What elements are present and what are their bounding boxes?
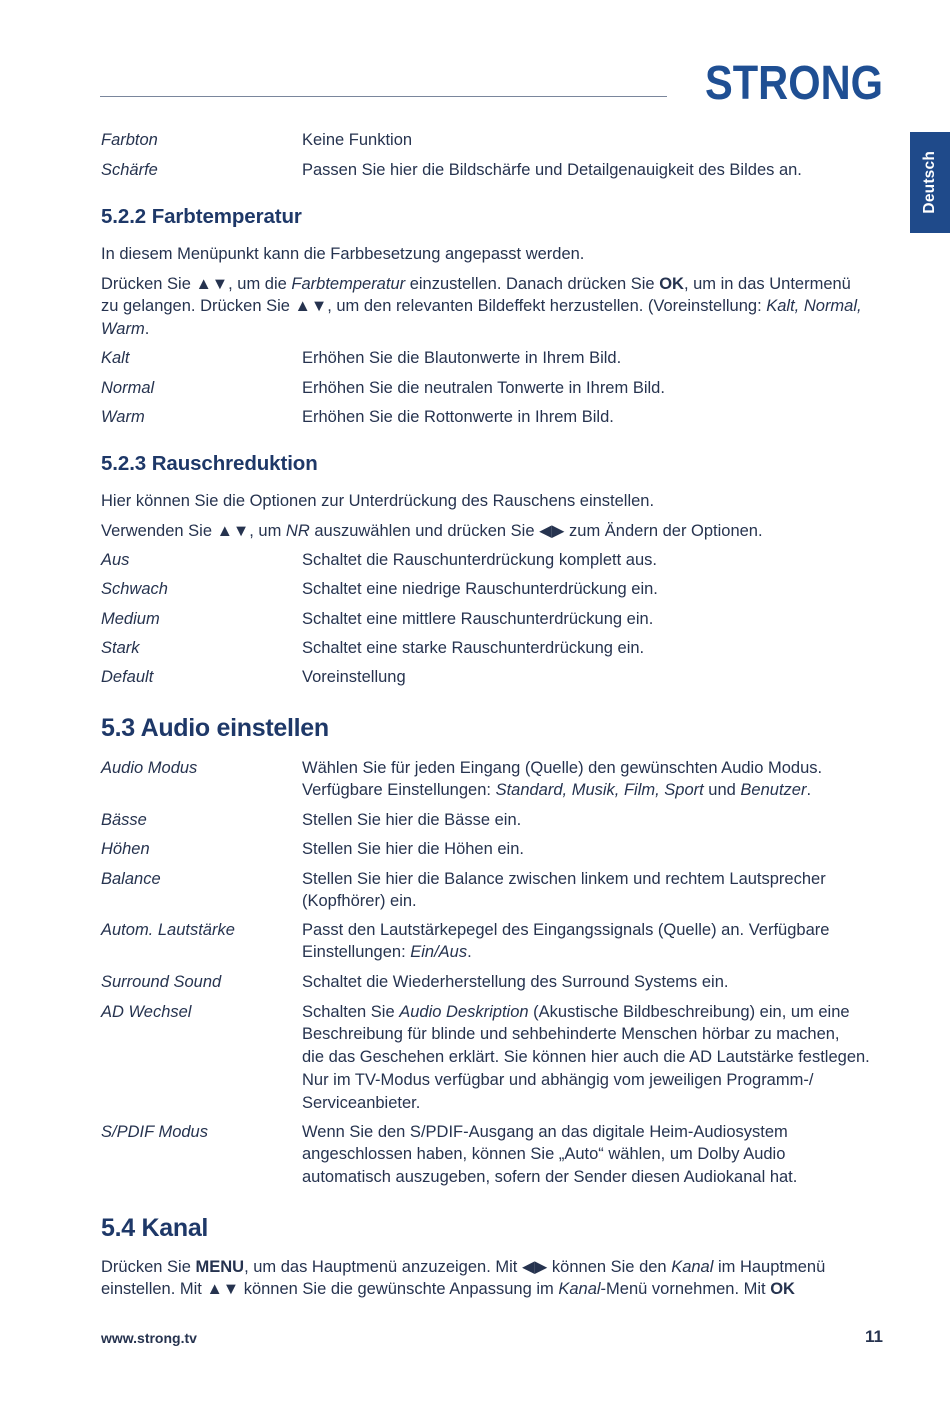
text: Erhöhen Sie die Rottonwerte in Ihrem Bild. (302, 407, 614, 426)
definition-description (302, 809, 521, 832)
text: Schaltet die Rauschunterdrückung komplett aus. (302, 550, 657, 569)
text: Schaltet eine starke Rauschunterdrückung ein. (302, 638, 645, 657)
section-heading-rauschreduktion: 5.2.3 Rauschreduktion (101, 452, 318, 475)
text-line (101, 520, 763, 543)
text-line (302, 1121, 797, 1144)
text: Keine Funktion (302, 130, 413, 149)
text-line (302, 779, 822, 802)
definition-term: Warm (101, 407, 145, 426)
definition-description (302, 347, 621, 370)
text: Erhöhen Sie die Blautonwerte in Ihrem Bild. (302, 348, 622, 367)
definition-term: Schärfe (101, 160, 158, 179)
text: Schaltet eine niedrige Rauschunterdrückung ein. (302, 579, 658, 598)
definition-term: Autom. Lautstärke (101, 920, 235, 939)
text-line (302, 757, 822, 780)
text-line (302, 1023, 870, 1046)
text: Stellen Sie hier die Bässe ein. (302, 810, 522, 829)
italic-text: Benutzer (740, 781, 807, 800)
definition-description (302, 578, 658, 601)
italic-text: Audio Deskription (399, 1002, 529, 1021)
definition-term: Kalt (101, 348, 130, 367)
text: die das Geschehen erklärt. Sie können hier auch die AD Lautstärke festlegen. (302, 1048, 870, 1066)
text: Wenn Sie den S/PDIF-Ausgang an das digitale Heim-Audiosystem (302, 1122, 788, 1141)
text-line (302, 890, 826, 913)
text-line (302, 1092, 870, 1115)
text: . (806, 781, 812, 800)
text: Erhöhen Sie die neutralen Tonwerte in Ihrem Bild. (302, 378, 665, 397)
section-heading-audio: 5.3 Audio einstellen (101, 714, 329, 742)
definition-term: Aus (101, 550, 130, 569)
logo-text: STRONG (705, 57, 883, 110)
text: und (703, 781, 741, 800)
text: (Akustische Bildbeschreibung) ein, um eine (528, 1002, 850, 1021)
definition-description (302, 608, 653, 631)
text-line (302, 578, 658, 601)
language-tab-label: Deutsch (921, 151, 938, 214)
body-paragraph (101, 490, 654, 513)
text-line (302, 1069, 870, 1092)
definition-description (302, 1121, 797, 1189)
text-line (302, 377, 665, 400)
definition-description (302, 549, 657, 572)
text: Drücken Sie ▲▼, um die (101, 274, 292, 293)
text: In diesem Menüpunkt kann die Farbbesetzung angepasst werden. (101, 244, 585, 263)
definition-term: Normal (101, 378, 155, 397)
body-paragraph (101, 520, 763, 543)
text: Hier können Sie die Optionen zur Unterdrückung des Rauschens einstellen. (101, 491, 655, 510)
definition-term: Audio Modus (101, 758, 198, 777)
definition-description (302, 1001, 870, 1115)
text-line (302, 549, 657, 572)
text: Beschreibung für blinde und sehbehinderte Menschen hörbar zu machen, (302, 1025, 840, 1044)
text: automatisch auszugeben, sofern der Sender diesen Audiokanal hat. (302, 1168, 798, 1186)
text: Stellen Sie hier die Balance zwischen linkem und rechtem Lautsprecher (302, 869, 826, 888)
text-line (302, 666, 406, 689)
text: Verwenden Sie ▲▼, um (101, 521, 286, 540)
definition-description (302, 377, 665, 400)
text-line (101, 273, 862, 296)
text: einstellen. Mit ▲▼ können Sie die gewünschte Anpassung im (101, 1280, 559, 1299)
text: Stellen Sie hier die Höhen ein. (302, 839, 524, 858)
definition-term: Balance (101, 869, 161, 888)
text: zu gelangen. Drücken Sie ▲▼, um den relevanten Bildeffekt herzustellen. (Voreinstellung: (101, 297, 767, 316)
text: Schaltet die Wiederherstellung des Surround Systems ein. (302, 972, 729, 991)
italic-text: Kalt, Normal, (766, 297, 862, 316)
text: einzustellen. Danach drücken Sie (405, 274, 660, 293)
definition-term: Höhen (101, 839, 150, 858)
bold-text: OK (659, 274, 684, 293)
bold-text: MENU (195, 1257, 245, 1276)
italic-text: NR (285, 521, 310, 540)
text: Wählen Sie für jeden Eingang (Quelle) den gewünschten Audio Modus. (302, 758, 823, 777)
body-paragraph (101, 243, 584, 266)
text: (Kopfhörer) ein. (302, 892, 417, 911)
definition-term: AD Wechsel (101, 1002, 192, 1021)
strong-logo (700, 55, 890, 110)
text-line (302, 838, 524, 861)
text: Einstellungen: (302, 943, 411, 962)
definition-description (302, 129, 412, 152)
text: , um in das Untermenü (683, 274, 851, 293)
text-line (101, 1256, 825, 1279)
bold-text: OK (770, 1280, 795, 1299)
italic-text: Ein/Aus (410, 943, 468, 962)
text: Passt den Lautstärkepegel des Eingangssignals (Quelle) an. Verfügbare (302, 920, 830, 939)
text-line (302, 1046, 870, 1069)
text-line (302, 809, 521, 832)
text-line (302, 406, 614, 429)
text: Voreinstellung (302, 667, 406, 686)
page-number: 11 (865, 1327, 883, 1346)
italic-text: Kanal (558, 1280, 601, 1299)
text: Serviceanbieter. (302, 1093, 421, 1112)
italic-text: Farbtemperatur (291, 274, 406, 293)
definition-description (302, 666, 406, 689)
text: -Menü vornehmen. Mit (600, 1280, 771, 1299)
body-paragraph (101, 1256, 825, 1302)
definition-description (302, 919, 829, 965)
definition-description (302, 868, 826, 914)
text-line (302, 971, 728, 994)
italic-text: Kanal (671, 1257, 714, 1276)
definition-description (302, 971, 728, 994)
section-heading-farbtemperatur: 5.2.2 Farbtemperatur (101, 205, 302, 228)
text-line (101, 243, 584, 266)
text-line (101, 318, 862, 341)
definition-term: Stark (101, 638, 140, 657)
text: , um das Hauptmenü anzuzeigen. Mit ◀▶ können Sie den (244, 1257, 672, 1276)
text-line (302, 637, 644, 660)
definition-term: Surround Sound (101, 972, 222, 991)
definition-term: Medium (101, 609, 160, 628)
text-line (101, 295, 862, 318)
text-line (302, 1143, 797, 1166)
definition-term: Bässe (101, 810, 147, 829)
text-line (302, 129, 412, 152)
italic-text: Warm (101, 320, 145, 338)
text: auszuwählen und drücken Sie ◀▶ zum Ändern der Optionen. (309, 521, 763, 540)
language-tab (910, 132, 950, 233)
text: Verfügbare Einstellungen: (302, 781, 496, 800)
definition-term: Default (101, 667, 154, 686)
header-rule (100, 96, 667, 97)
text: angeschlossen haben, können Sie „Auto“ wählen, um Dolby Audio (302, 1145, 786, 1164)
text: Drücken Sie (101, 1257, 196, 1276)
italic-text: Standard, Musik, Film, Sport (495, 781, 704, 800)
definition-description (302, 637, 644, 660)
definition-term: Schwach (101, 579, 168, 598)
definition-term: Farbton (101, 130, 158, 149)
text-line (302, 1001, 870, 1024)
text-line (302, 919, 829, 942)
text-line (302, 608, 653, 631)
definition-term: S/PDIF Modus (101, 1122, 208, 1141)
text: Schalten Sie (302, 1002, 400, 1021)
definition-description (302, 159, 802, 182)
text-line (302, 347, 621, 370)
definition-description (302, 838, 524, 861)
text: im Hauptmenü (713, 1257, 826, 1276)
section-heading-kanal: 5.4 Kanal (101, 1214, 209, 1242)
text: Schaltet eine mittlere Rauschunterdrückung ein. (302, 609, 654, 628)
text-line (101, 490, 654, 513)
definition-description (302, 406, 614, 429)
definition-description (302, 757, 822, 803)
text-line (302, 941, 829, 964)
text: . (144, 320, 150, 338)
text-line (302, 868, 826, 891)
text-line (101, 1278, 825, 1301)
text: Passen Sie hier die Bildschärfe und Detailgenauigkeit des Bildes an. (302, 160, 802, 179)
footer-url: www.strong.tv (101, 1330, 197, 1346)
text-line (302, 159, 802, 182)
text: . (467, 943, 472, 962)
text: Nur im TV-Modus verfügbar und abhängig vom jeweiligen Programm-/ (302, 1070, 814, 1089)
text-line (302, 1166, 797, 1189)
body-paragraph (101, 273, 862, 341)
